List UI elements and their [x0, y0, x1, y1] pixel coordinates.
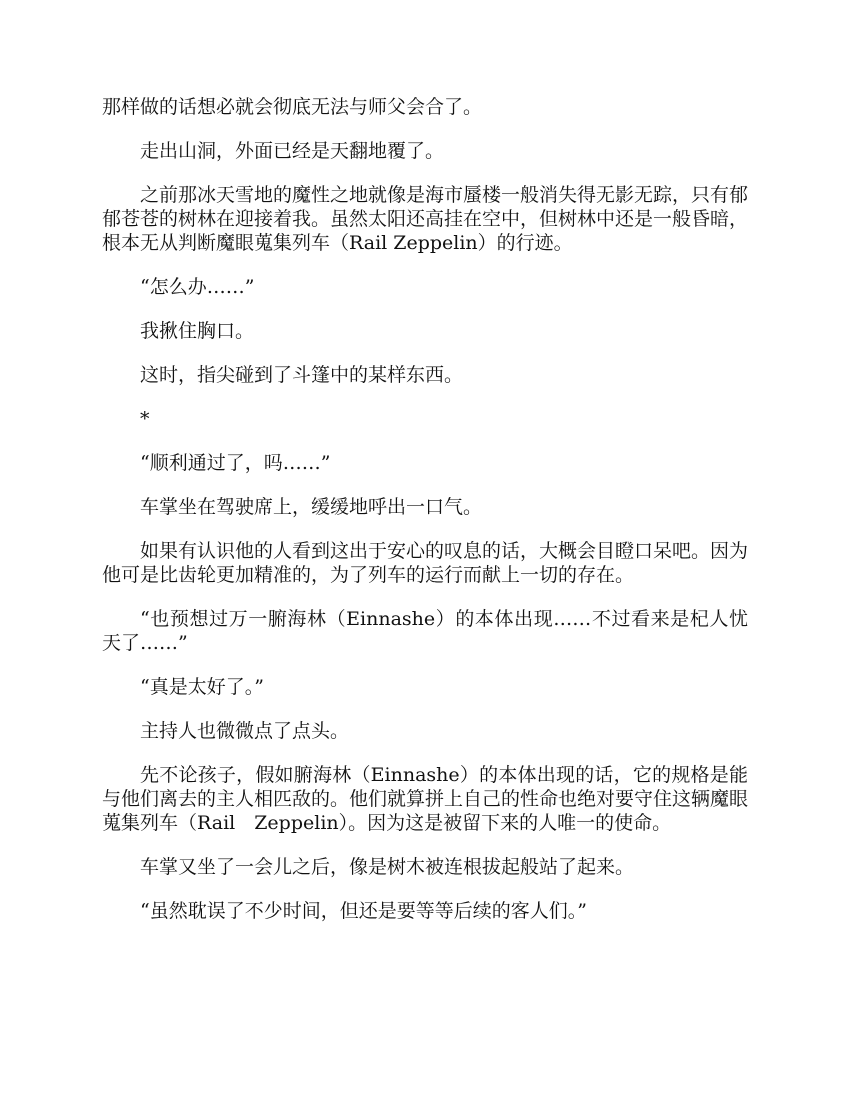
paragraph: 这时，指尖碰到了斗篷中的某样东西。 — [140, 364, 464, 386]
paragraph: 那样做的话想必就会彻底无法与师父会合了。 — [102, 96, 483, 118]
paragraph: 我揪住胸口。 — [140, 320, 255, 342]
paragraph: “怎么办……” — [140, 276, 255, 298]
paragraph: 车掌坐在驾驶席上，缓缓地呼出一口气。 — [140, 496, 483, 518]
paragraph: “顺利通过了，吗……” — [140, 452, 331, 474]
paragraph: “真是太好了。” — [140, 676, 264, 698]
paragraph: 之前那冰天雪地的魔性之地就像是海市蜃楼一般消失得无影无踪，只有郁郁苍苍的树林在迎接着我。虽然太阳还高挂在空中，但树林中还是一般昏暗，根本无从判断魔眼蒐集列车（Rail Zeppelin）的行迹。 — [102, 184, 749, 254]
section-break: * — [140, 408, 150, 430]
paragraph: 主持人也微微点了点头。 — [140, 720, 350, 742]
paragraph: “也预想过万一腑海林（Einnashe）的本体出现……不过看来是杞人忧天了……” — [102, 608, 748, 654]
paragraph: 先不论孩子，假如腑海林（Einnashe）的本体出现的话，它的规格是能与他们离去的主人相匹敌的。他们就算拼上自己的性命也绝对要守住这辆魔眼蒐集列车（Rail Zeppelin）。因为这是被留下来的人唯一的使命。 — [102, 764, 749, 834]
paragraph: 如果有认识他的人看到这出于安心的叹息的话，大概会目瞪口呆吧。因为他可是比齿轮更加精准的，为了列车的运行而献上一切的存在。 — [102, 540, 749, 586]
paragraph: 车掌又坐了一会儿之后，像是树木被连根拔起般站了起来。 — [140, 856, 635, 878]
paragraph: 走出山洞，外面已经是天翻地覆了。 — [140, 140, 445, 162]
paragraph: “虽然耽误了不少时间，但还是要等等后续的客人们。” — [140, 900, 587, 922]
